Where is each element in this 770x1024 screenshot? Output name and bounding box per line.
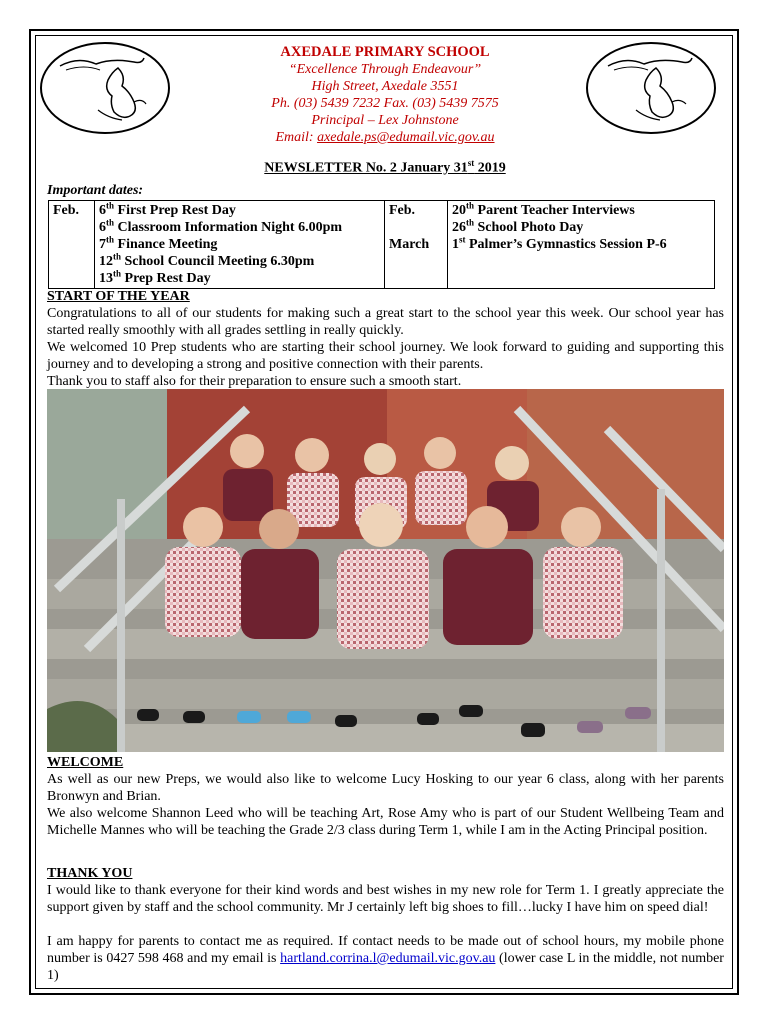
event-day-suffix: th (106, 234, 115, 245)
right-month-label-1: Feb. (389, 203, 416, 218)
event-text: Palmer’s Gymnastics Session P-6 (465, 237, 667, 252)
welcome-title: WELCOME (47, 755, 124, 770)
school-header (200, 44, 570, 146)
event-day: 6 (99, 220, 106, 235)
contact-note: (lower case L in the middle, not number 1) (47, 951, 724, 983)
event-row (452, 236, 710, 253)
dates-right-month (385, 201, 448, 289)
event-row (99, 202, 380, 219)
thank-you-paragraph-1: I would like to thank everyone for their kind words and best wishes in my new role for Term 1. I greatly appreciate the support given by staff and the school community. Mr J certainly left big shoes to fill…lucky I have him on speed dial! (47, 883, 724, 915)
start-of-year-paragraph-2: We welcomed 10 Prep students who are starting their school journey. We look forward to guiding and supporting this journey and to developing a strong and positive connection with their parents. (47, 340, 724, 372)
event-day-suffix: th (106, 200, 115, 211)
welcome-paragraph-2: We also welcome Shannon Leed who will be teaching Art, Rose Amy who is part of our Student Wellbeing Team and Michelle Mannes who will be teaching the Grade 2/3 class during Term 1, while I am in the Acting Principal position. (47, 806, 724, 838)
email-label: Email: (275, 130, 318, 145)
left-month-label: Feb. (53, 203, 80, 218)
start-of-year-paragraph-3: Thank you to staff also for their preparation to ensure such a smooth start. (47, 374, 462, 389)
event-day: 20 (452, 203, 466, 218)
newsletter-title (200, 158, 570, 177)
school-motto: “Excellence Through Endeavour” (288, 62, 482, 77)
school-name: AXEDALE PRIMARY SCHOOL (280, 44, 490, 60)
dates-left-month (49, 201, 95, 289)
welcome-paragraph-1: As well as our new Preps, we would also like to welcome Lucy Hosking to our year 6 class, along with her parents Bronwyn and Brian. (47, 772, 724, 804)
event-row (452, 202, 710, 219)
dates-left-events (95, 201, 385, 289)
event-day: 1 (452, 237, 459, 252)
event-day-suffix: th (466, 217, 475, 228)
school-email-link[interactable]: axedale.ps@edumail.vic.gov.au (317, 130, 495, 145)
thank-you-paragraph-2 (47, 933, 724, 984)
event-day-suffix: th (466, 200, 475, 211)
newsletter-title-main: NEWSLETTER No. 2 January 31 (264, 160, 468, 176)
event-day-suffix: st (459, 234, 466, 245)
event-text: Prep Rest Day (121, 271, 211, 286)
event-day: 7 (99, 237, 106, 252)
start-of-year-paragraph-1: Congratulations to all of our students for making such a great start to the school year this week. Our school year has started really smoothly with all grades settling in really quickly. (47, 306, 724, 338)
acting-principal-email-link[interactable]: hartland.corrina.l@edumail.vic.gov.au (280, 951, 496, 966)
event-text: School Council Meeting 6.30pm (121, 254, 315, 269)
event-day-suffix: th (106, 217, 115, 228)
event-text: Parent Teacher Interviews (474, 203, 635, 218)
dates-right-events (448, 201, 715, 289)
event-day: 26 (452, 220, 466, 235)
event-row (99, 270, 380, 287)
event-text: Classroom Information Night 6.00pm (114, 220, 343, 235)
event-day-suffix: th (113, 251, 122, 262)
important-dates-table (48, 200, 715, 289)
school-logo-right (584, 40, 718, 136)
school-address: High Street, Axedale 3551 (311, 79, 459, 94)
event-row (99, 219, 380, 236)
school-email-line (200, 129, 570, 146)
newsletter-title-year: 2019 (474, 160, 506, 176)
event-row (99, 236, 380, 253)
event-day: 13 (99, 271, 113, 286)
event-row (99, 253, 380, 270)
right-month-label-2: March (389, 237, 430, 252)
event-day: 6 (99, 203, 106, 218)
newsletter-title-sup: st (467, 158, 475, 168)
event-text: First Prep Rest Day (114, 203, 236, 218)
school-phone-fax: Ph. (03) 5439 7232 Fax. (03) 5439 7575 (271, 96, 499, 111)
start-of-year-title: START OF THE YEAR (47, 289, 190, 304)
principal-name: Principal – Lex Johnstone (311, 113, 459, 128)
spacer (389, 219, 443, 236)
school-logo-left (38, 40, 172, 136)
thank-you-title: THANK YOU (47, 866, 133, 881)
prep-students-photo (47, 389, 724, 752)
event-text: Finance Meeting (114, 237, 218, 252)
event-row (452, 219, 710, 236)
event-text: School Photo Day (474, 220, 584, 235)
event-day: 12 (99, 254, 113, 269)
contact-text: I am happy for parents to contact me as required. If contact needs to be made out of school hours, my mobile phone number is 0427 598 468 and my email is (47, 934, 724, 966)
event-day-suffix: th (113, 268, 122, 279)
important-dates-heading: Important dates: (47, 183, 144, 198)
